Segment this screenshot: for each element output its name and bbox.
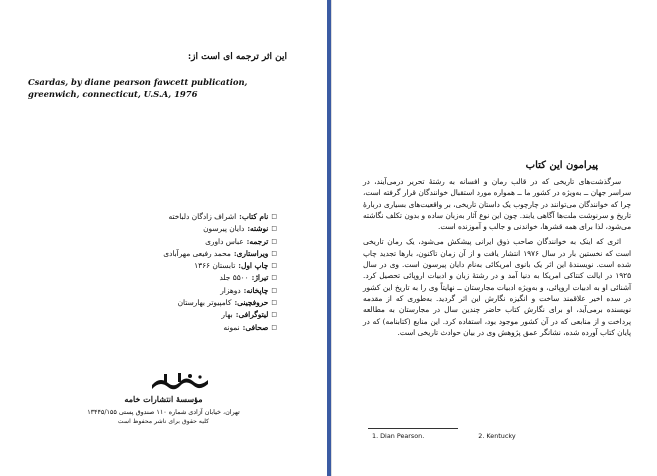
credit-item: □ تیراژ: ۵۵۰۰ جلد bbox=[87, 272, 277, 284]
credit-item: □ لیتوگرافی: بهار bbox=[87, 309, 277, 321]
publisher-logo bbox=[150, 370, 210, 392]
bullet-icon: □ bbox=[271, 274, 277, 282]
bullet-icon: □ bbox=[271, 286, 277, 294]
publisher-name: مؤسسهٔ انتشارات خامه bbox=[124, 394, 203, 404]
bullet-icon: □ bbox=[271, 262, 277, 270]
credit-item: □ چاپ اول: تابستان ۱۳۶۶ bbox=[87, 260, 277, 272]
credit-item: □ صحافی: نمونه bbox=[87, 322, 277, 334]
credit-item: □ نوشته: دایان پیرسون bbox=[87, 223, 277, 235]
footnote-2: 2. Kentucky bbox=[478, 432, 516, 440]
copyright-notice: کلیه حقوق برای ناشر محفوظ است bbox=[117, 418, 210, 425]
bullet-icon: □ bbox=[271, 311, 277, 319]
credit-item: □ چاپخانه: دوهزار bbox=[87, 285, 277, 297]
footnote-divider bbox=[368, 428, 458, 429]
footnote-1: 1. Dian Pearson. bbox=[372, 432, 425, 440]
footnotes bbox=[372, 432, 572, 440]
credits-list bbox=[87, 211, 277, 334]
translation-note: این اثر ترجمه ای است از: bbox=[187, 52, 287, 62]
bullet-icon: □ bbox=[271, 249, 277, 257]
credit-item: □ ترجمه: عباس داوری bbox=[87, 236, 277, 248]
bullet-icon: □ bbox=[271, 299, 277, 307]
bullet-icon: □ bbox=[271, 213, 277, 220]
original-publication-info: Csardas, by diane pearson fawcett publication, greenwich, connecticut, U.S.A, 1976 bbox=[28, 77, 248, 99]
publisher-address: تهران، خیابان آزادی شماره ۱۱۰ صندوق پستی ۱۳۴۴۵/۱۵۵ bbox=[87, 408, 240, 416]
left-page bbox=[0, 0, 328, 476]
credit-item: □ حروفچینی: کامپیوتر بهارستان bbox=[87, 297, 277, 309]
right-page bbox=[331, 0, 657, 476]
bullet-icon: □ bbox=[271, 225, 277, 233]
credit-item: □ نام کتاب: اشراف زادگان دلباخته bbox=[87, 211, 277, 223]
section-heading: پیرامون این کتاب bbox=[525, 160, 598, 171]
paragraph: سرگذشت‌های تاریخی که در قالب رمان و افسانه به رشتهٔ تحریر درمی‌آیند، در سراسر جهان ــ به‌ویژه در کشور ما ــ همواره مورد استقبال خوانندگان قرار گرفته است، چرا که خوانندگان می‌توانند در چارچوب یک داستان تاریخی، بر واقعیت‌های بسیاری دربارهٔ تاریخ و سرنوشت ملت‌ها آگاهی یابند. چون این نوع آثار به‌زبان ساده و بدون تکلف نگاشته می‌شود، لذا برای همه قشرها، خواندنی و جالب و آموزنده است. bbox=[363, 177, 631, 232]
paragraph: اثری که اینک به خوانندگان صاحب ذوق ایرانی پیشکش می‌شود، یک رمان تاریخی است که نخستین بار در سال ۱۹۷۶ انتشار یافت و از آن زمان تاکنون، بارها تجدید چاپ شده است. نویسندهٔ این اثر یک بانوی امریکائی به‌نام دایان پیرسون است. وی در سال ۱۹۲۵ در ایالت کنتاکی امریکا به دنیا آمد و در رشتهٔ زبان و ادبیات اروپائی تحصیل کرد. آشنائی او به ادبیات اروپائی، و به‌ویژه ادبیات مجارستان ــ نهایتاً وی را به تاریخ این کشور در سده اخیر علاقمند ساخت و انگیزه نگارش این اثر گردید. به‌طوری که از مقدمه نویسنده برمی‌آید، او برای نگارش کتاب حاضر چندین سال در مجارستان به مطالعه پرداخت و از منابعی که در آن کشور موجود بود، استفاده کرد. این منابع (کتابنامه) که در پایان کتاب آورده شده، نشانگر عمق پژوهش وی در بیان حوادث تاریخی است. bbox=[363, 237, 631, 337]
bullet-icon: □ bbox=[271, 323, 277, 331]
credit-item: □ ویراستاری: محمد رفیعی مهرآبادی bbox=[87, 248, 277, 260]
bullet-icon: □ bbox=[271, 237, 277, 245]
body-text bbox=[363, 176, 631, 342]
